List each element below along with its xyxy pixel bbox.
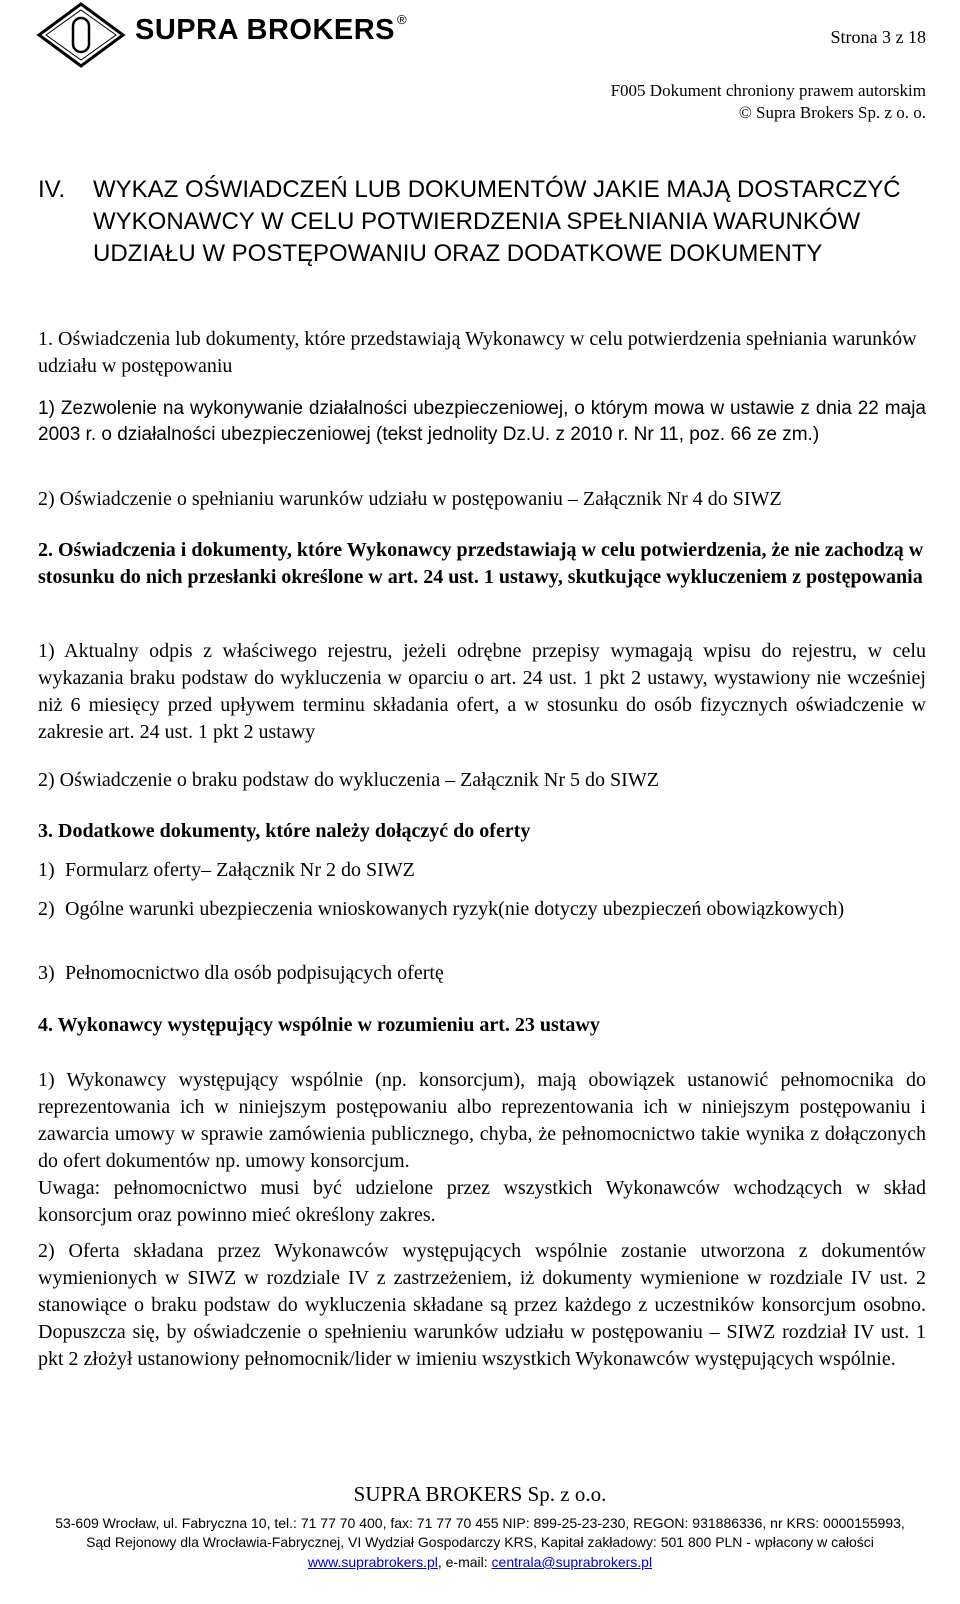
footer-address: 53-609 Wrocław, ul. Fabryczna 10, tel.: 71 77 70 400, fax: 71 77 70 455 NIP: 899-25-23-230, REGON: 931886336, nr KRS: 0000155993, xyxy=(55,1515,905,1531)
email-link[interactable]: centrala@suprabrokers.pl xyxy=(491,1554,653,1570)
item-text: Ogólne warunki ubezpieczenia wnioskowanych ryzyk(nie dotyczy ubezpieczeń obowiązkowych) xyxy=(65,898,845,920)
subsection-2-item-2: 2) Oświadczenie o braku podstaw do wykluczenia – Załącznik Nr 5 do SIWZ xyxy=(38,769,659,791)
supra-brokers-logo-icon xyxy=(36,2,126,68)
item-number: 2) xyxy=(38,898,55,920)
subsection-3-item-3 xyxy=(38,960,926,987)
footer-company-name: SUPRA BROKERS Sp. z o.o. xyxy=(353,1482,607,1506)
item-number: 1) xyxy=(38,859,55,881)
email-label: , e-mail: xyxy=(437,1554,492,1570)
copyright-notice: F005 Dokument chroniony prawem autorskim xyxy=(610,81,926,100)
section-title xyxy=(38,174,928,270)
subsection-4-item-2: 2) Oferta składana przez Wykonawców występujących wspólnie zostanie utworzona z dokumentów wymienionych w SIWZ w rozdziale IV z zastrzeżeniem, iż dokumenty wymienione w rozdziale IV ust. 2 stanowiące o braku podstaw do wykluczenia składane są przez każdego z uczestników konsorcjum osobno. Dopuszcza się, by oświadczenie o spełnieniu warunków udziału w postępowaniu – SIWZ rozdział IV ust. 1 pkt 2 złożył ustanowiony pełnomocnik/lider w imieniu wszystkich Wykonawców występujących wspólnie. xyxy=(38,1240,926,1370)
page-number: Strona 3 z 18 xyxy=(830,27,926,47)
subsection-4-heading: 4. Wykonawcy występujący wspólnie w rozumieniu art. 23 ustawy xyxy=(38,1014,600,1036)
subsection-2-item-1: 1) Aktualny odpis z właściwego rejestru, jeżeli odrębne przepisy wymagają wpisu do rejestru, w celu wykazania braku podstaw do wykluczenia w oparciu o art. 24 ust. 1 pkt 2 ustawy, wystawiony nie wcześniej niż 6 miesięcy przed upływem terminu składania ofert, a w stosunku do osób fizycznych oświadczenie w zakresie art. 24 ust. 1 pkt 2 ustawy xyxy=(38,640,926,743)
item-text: Pełnomocnictwo dla osób podpisujących ofertę xyxy=(65,962,444,984)
subsection-1-item-2: 2) Oświadczenie o spełnianiu warunków udziału w postępowaniu – Załącznik Nr 4 do SIWZ xyxy=(38,488,782,510)
subsection-3-heading: 3. Dodatkowe dokumenty, które należy dołączyć do oferty xyxy=(38,820,531,842)
section-title-text: WYKAZ OŚWIADCZEŃ LUB DOKUMENTÓW JAKIE MAJĄ DOSTARCZYĆ WYKONAWCY W CELU POTWIERDZENIA SPEŁNIANIA WARUNKÓW UDZIAŁU W POSTĘPOWANIU ORAZ DODATKOWE DOKUMENTY xyxy=(93,176,901,267)
section-number: IV. xyxy=(38,176,66,203)
subsection-1-heading: 1. Oświadczenia lub dokumenty, które przedstawiają Wykonawcy w celu potwierdzenia spełniania warunków udziału w postępowaniu xyxy=(38,328,917,377)
subsection-4-note: Uwaga: pełnomocnictwo musi być udzielone przez wszystkich Wykonawców wchodzących w skład konsorcjum oraz powinno mieć określony zakres. xyxy=(38,1177,926,1226)
website-link[interactable]: www.suprabrokers.pl xyxy=(307,1554,438,1570)
registered-mark: ® xyxy=(397,12,408,27)
brand-name: SUPRA BROKERS ® xyxy=(135,12,408,46)
subsection-2-heading: 2. Oświadczenia i dokumenty, które Wykonawcy przedstawiają w celu potwierdzenia, że nie zachodzą w stosunku do nich przesłanki określone w art. 24 ust. 1 ustawy, skutkujące wykluczeniem z postępowania xyxy=(38,539,924,588)
subsection-3-item-2 xyxy=(38,896,926,923)
subsection-1-item-1: 1) Zezwolenie na wykonywanie działalności ubezpieczeniowej, o którym mowa w ustawie z dnia 22 maja 2003 r. o działalności ubezpieczeniowej (tekst jednolity Dz.U. z 2010 r. Nr 11, poz. 66 ze zm.) xyxy=(38,398,926,445)
subsection-4-item-1: 1) Wykonawcy występujący wspólnie (np. konsorcjum), mają obowiązek ustanowić pełnomocnika do reprezentowania ich w niniejszym postępowaniu albo reprezentowania ich w niniejszym postępowaniu i zawarcia umowy w sprawie zamówienia publicznego, chyba, że pełnomocnictwo takie wynika z dołączonych do ofert dokumentów np. umowy konsorcjum. xyxy=(38,1069,926,1172)
footer-contact xyxy=(0,1554,960,1570)
item-text: Formularz oferty– Załącznik Nr 2 do SIWZ xyxy=(65,859,415,881)
footer-registry: Sąd Rejonowy dla Wrocławia-Fabrycznej, VI Wydział Gospodarczy KRS, Kapitał zakładowy: 501 800 PLN - wpłacony w całości xyxy=(86,1534,874,1550)
subsection-3-item-1 xyxy=(38,857,926,884)
copyright-owner: © Supra Brokers Sp. z o. o. xyxy=(738,103,926,122)
item-number: 3) xyxy=(38,962,55,984)
